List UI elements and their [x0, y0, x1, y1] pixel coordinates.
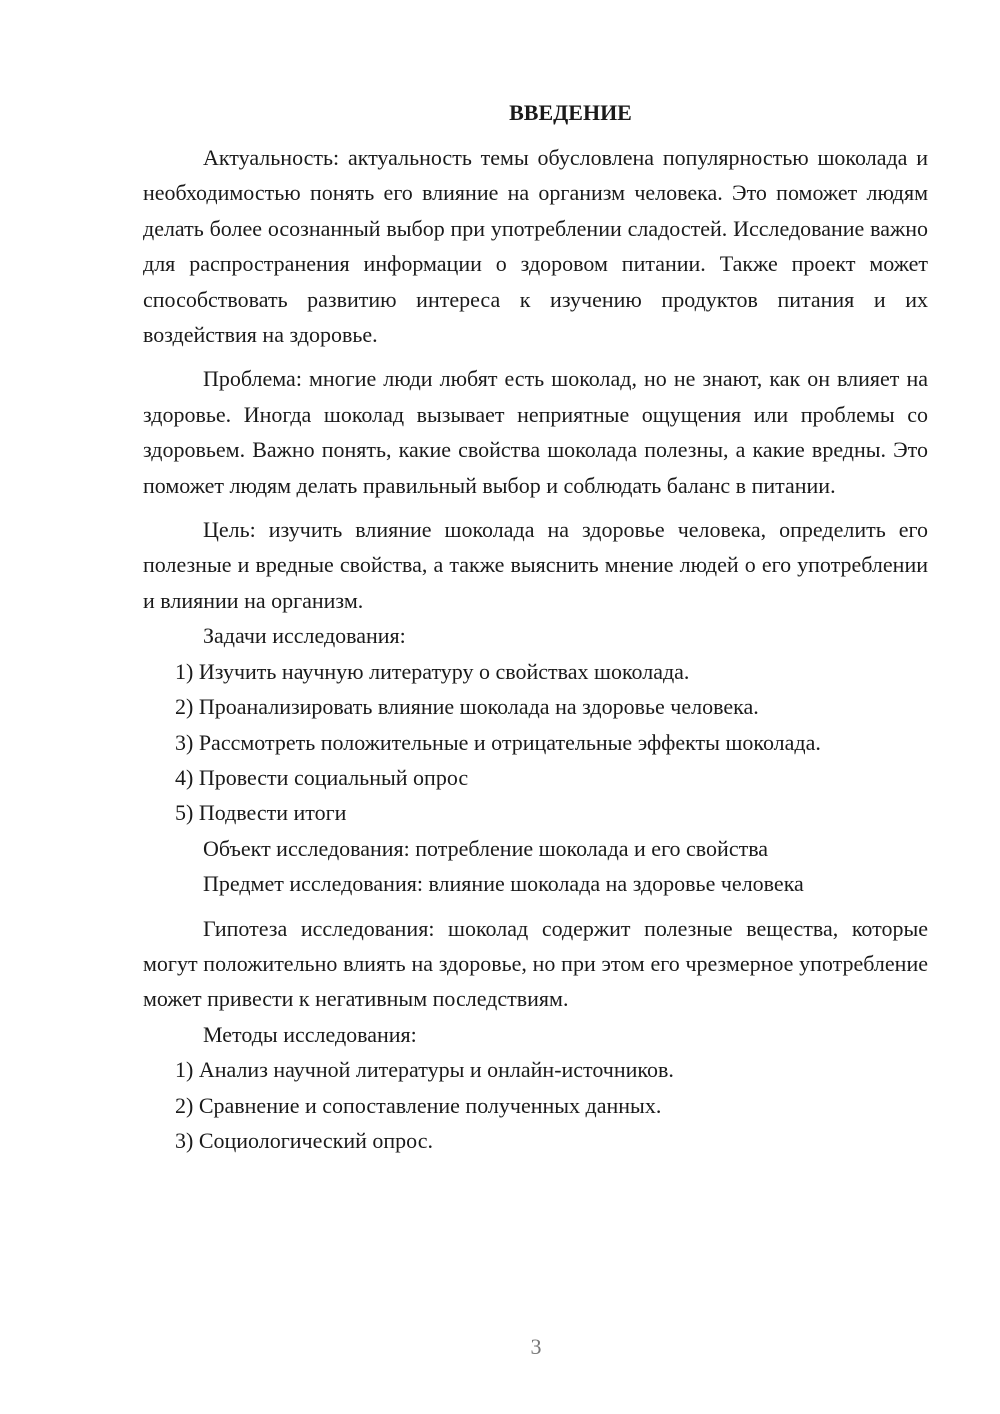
list-item: 5) Подвести итоги	[175, 800, 347, 826]
page-title: ВВЕДЕНИЕ	[509, 100, 632, 125]
tasks-title: Задачи исследования:	[203, 623, 406, 649]
list-item: 1) Анализ научной литературы и онлайн-источников.	[175, 1057, 674, 1083]
methods-list	[143, 1052, 928, 1158]
hypothesis-paragraph: Гипотеза исследования: шоколад содержит полезные вещества, которые могут положительно влиять на здоровье, но при этом его чрезмерное употребление может привести к негативным последствиям.	[143, 915, 928, 1012]
page-number: 3	[530, 1334, 542, 1359]
document-page	[143, 95, 928, 1158]
list-item: 3) Социологический опрос.	[175, 1127, 433, 1153]
tasks-list	[143, 654, 928, 831]
relevance-paragraph: Актуальность: актуальность темы обусловлена популярностью шоколада и необходимостью понять его влияние на организм человека. Это поможет людям делать более осознанный выбор при употреблении сладостей. Исследование важно для распространения информации о здоровом питании. Также проект может способствовать развитию интереса к изучению продуктов питания и их воздействия на здоровье.	[143, 145, 928, 348]
subject-paragraph: Предмет исследования: влияние шоколада на здоровье человека	[203, 871, 804, 897]
list-item: 2) Проанализировать влияние шоколада на здоровье человека.	[175, 694, 759, 720]
list-item: 2) Сравнение и сопоставление полученных данных.	[175, 1092, 662, 1118]
list-item: 3) Рассмотреть положительные и отрицательные эффекты шоколада.	[175, 729, 821, 755]
object-paragraph: Объект исследования: потребление шоколада и его свойства	[203, 835, 769, 861]
methods-title: Методы исследования:	[203, 1021, 417, 1047]
list-item: 1) Изучить научную литературу о свойствах шоколада.	[175, 658, 690, 684]
goal-paragraph: Цель: изучить влияние шоколада на здоровье человека, определить его полезные и вредные свойства, а также выяснить мнение людей о его употреблении и влиянии на организм.	[143, 517, 928, 613]
problem-paragraph: Проблема: многие люди любят есть шоколад, но не знают, как он влияет на здоровье. Иногда шоколад вызывает неприятные ощущения или проблемы со здоровьем. Важно понять, какие свойства шоколада полезны, а какие вредны. Это поможет людям делать правильный выбор и соблюдать баланс в питании.	[143, 366, 928, 498]
list-item: 4) Провести социальный опрос	[175, 764, 469, 790]
